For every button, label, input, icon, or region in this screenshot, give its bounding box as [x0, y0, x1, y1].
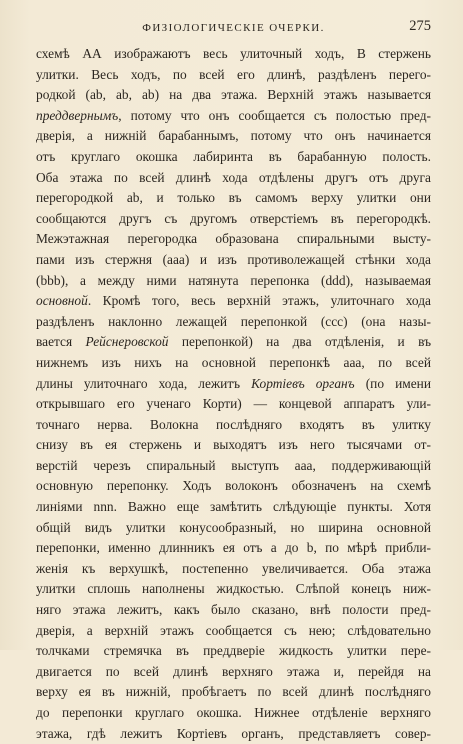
text-run: до перепонки круглаго окошка. Нижнее отдѣленіе верхняго [36, 705, 431, 720]
text-run: общій видъ улитки конусообразный, но ширина основной [36, 519, 431, 535]
text-line [36, 353, 431, 374]
text-run: верстій черезъ спиральный выступъ aaa, поддерживающій [36, 457, 431, 473]
text-run: , потому что онъ сообщается съ полостью пред- [118, 107, 431, 123]
text-line [36, 518, 431, 539]
body-text [36, 44, 431, 744]
text-line [36, 332, 431, 353]
text-run: . Кромѣ того, весь верхній этажъ, улиточнаго хода [87, 293, 431, 309]
text-line [36, 703, 431, 724]
text-line [36, 456, 431, 477]
text-line [36, 435, 431, 456]
text-run: перепонки, именно длинникъ ея отъ a до b, по мѣрѣ прибли- [36, 540, 431, 556]
text-run: Оба этажа по всей длинѣ хода отдѣлены другъ отъ друга [36, 169, 431, 185]
text-line [36, 312, 431, 333]
text-run: двигается по всей длинѣ верхняго этажа и, перейдя на [36, 663, 431, 679]
text-line [36, 65, 431, 86]
text-run: улитки сплошь наполнены жидкостью. Слѣпой конецъ ниж- [36, 581, 431, 597]
text-run: сообщаются другъ съ другомъ отверстіемъ въ перегородкѣ. [36, 210, 431, 226]
text-line [36, 662, 431, 683]
text-run: основную перепонку. Ходъ волоконъ обозначенъ на схемѣ [36, 478, 431, 494]
text-run: линіями nnn. Важно еще замѣтить слѣдующіе пункты. Хотя [36, 499, 431, 515]
text-line [36, 44, 431, 65]
text-run: открывшаго его ученаго Корти) — концевой аппаратъ ули- [36, 396, 431, 412]
running-head: ФИЗІОЛОГИЧЕСКІЕ ОЧЕРКИ. [142, 22, 325, 34]
text-line [36, 271, 431, 292]
italic-term: Рейснеровской [85, 334, 169, 350]
text-run: дверія, а верхній этажъ сообщается съ нею; слѣдовательно [36, 622, 431, 638]
text-run: дверія, а нижній барабаннымъ, потому что онъ начинается [36, 128, 431, 144]
text-run: толчками стремячка въ преддверіе жидкость улитки пере- [36, 643, 431, 659]
text-line [36, 250, 431, 271]
text-run: верху ея въ нижній, пробѣгаетъ по всей длинѣ послѣдняго [36, 684, 431, 700]
text-run: перегородкой ab, и только въ самомъ верху улитки они [36, 190, 431, 206]
text-run: точнаго нерва. Волокна послѣдняго входятъ въ улитку [36, 416, 431, 432]
text-run: (bbb), а между ними натянута перепонка (ddd), называемая [36, 272, 431, 288]
text-line [36, 682, 431, 703]
italic-term: Кортіевъ органъ [251, 375, 355, 391]
text-line [36, 497, 431, 518]
text-run: вается [36, 334, 86, 350]
text-run: этажа, гдѣ лежитъ Кортіевъ органъ, представляетъ совер- [36, 725, 431, 741]
text-run: пами изъ стержня (aaa) и изъ противолежащей стѣнки хода [36, 251, 431, 267]
text-run: улитки. Весь ходъ, по всей его длинѣ, раздѣленъ перего- [36, 66, 431, 82]
text-run: длины улиточнаго хода, лежитъ [36, 375, 252, 391]
text-line [36, 538, 431, 559]
text-line [36, 641, 431, 662]
text-run: няго этажа лежитъ, какъ было сказано, внѣ полости пред- [36, 602, 431, 618]
text-line [36, 168, 431, 189]
text-run: (по имени [354, 375, 431, 391]
text-line [36, 229, 431, 250]
text-line [36, 579, 431, 600]
text-line [36, 106, 431, 127]
text-run: раздѣленъ наклонно лежащей перепонкой (ccc) (она назы- [36, 313, 431, 329]
text-line [36, 394, 431, 415]
text-line [36, 476, 431, 497]
text-line [36, 209, 431, 230]
text-line [36, 600, 431, 621]
text-line [36, 188, 431, 209]
italic-term: преддвернымъ [36, 107, 119, 123]
text-line [36, 724, 431, 744]
text-run: снизу въ ея стержень и выходятъ изъ него тысячами от- [36, 437, 431, 453]
text-line [36, 374, 431, 395]
text-run: родкой (ab, ab, ab) на два этажа. Верхній этажъ называется [36, 87, 431, 103]
text-line [36, 415, 431, 436]
text-run: нижнемъ изъ нихъ на основной перепонкѣ aaa, по всей [36, 354, 431, 370]
page-header [36, 18, 431, 36]
text-line [36, 291, 431, 312]
text-run: Межэтажная перегородка образована спиральными высту- [36, 231, 431, 247]
text-line [36, 621, 431, 642]
text-run: женія къ верхушкѣ, постепенно увеличивается. Оба этажа [36, 560, 431, 576]
text-line [36, 85, 431, 106]
italic-term: основной [36, 293, 88, 309]
text-line [36, 147, 431, 168]
page-number: 275 [409, 18, 431, 34]
text-run: перепонкой) на два отдѣленія, и въ [168, 334, 431, 350]
text-run: отъ круглаго окошка лабиринта въ барабанную полость. [36, 148, 431, 164]
text-line [36, 559, 431, 580]
text-run: схемѣ АА изображаютъ весь улиточный ходъ, В стержень [36, 46, 431, 61]
text-line [36, 126, 431, 147]
